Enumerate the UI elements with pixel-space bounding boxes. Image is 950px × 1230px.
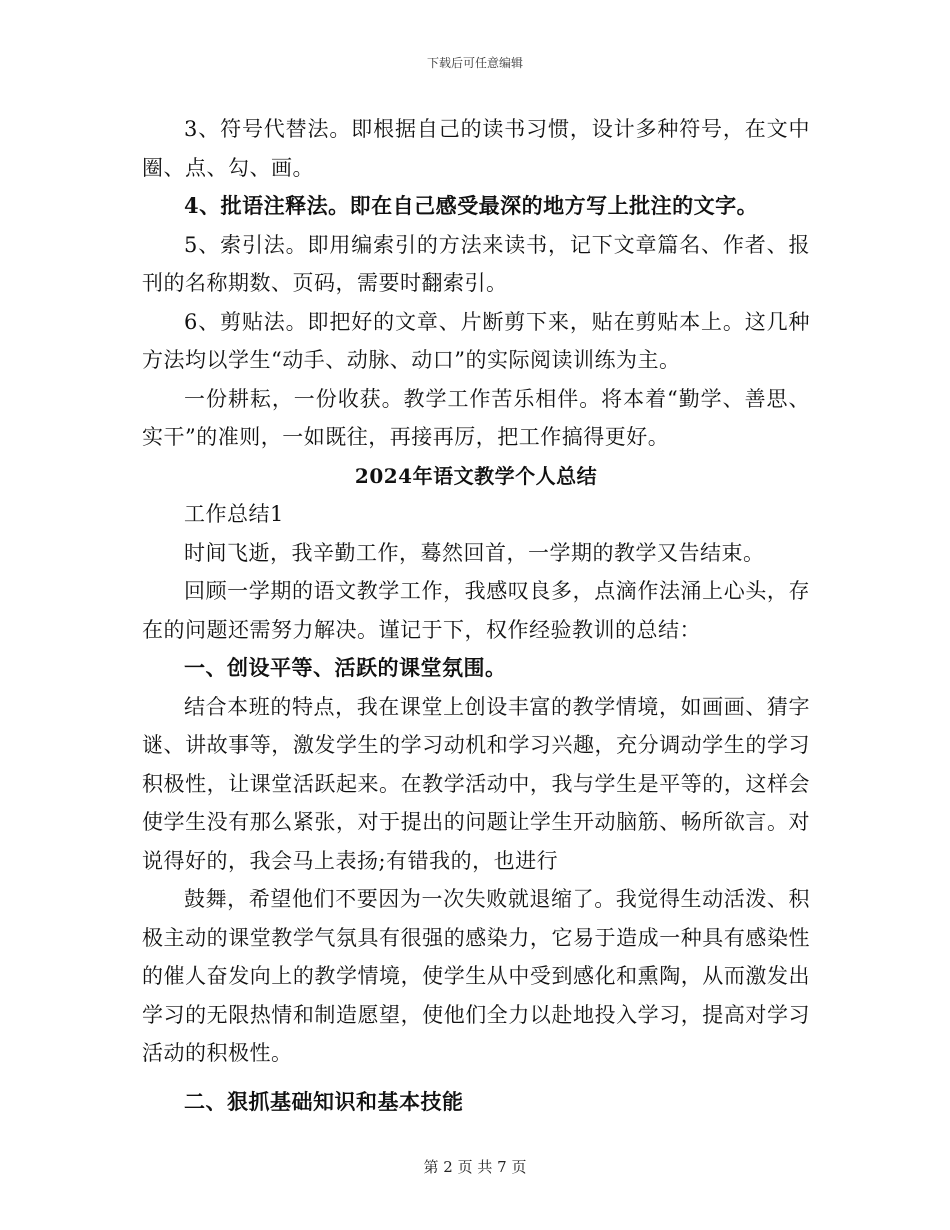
paragraph-intro: 时间飞逝，我辛勤工作，蓦然回首，一学期的教学又告结束。 [184, 540, 765, 565]
work-summary-label: 工作总结1 [184, 502, 284, 526]
paragraph-encouragement: 鼓舞，希望他们不要因为一次失败就退缩了。我觉得生动活泼、积极主动的课堂教学气氛具有很强的感染力，它易于造成一种具有感染性的催人奋发向上的教学情境，使学生从中受到感化和熏陶，从而激发出学习的无限热情和制造愿望，使他们全力以赴地投入学习，提高对学习活动的积极性。 [142, 887, 810, 1065]
paragraph-conclusion: 一份耕耘，一份收获。教学工作苦乐相伴。将本着“勤学、善思、实干”的准则，一如既往，再接再厉，把工作搞得更好。 [142, 386, 810, 449]
paragraph-annotation-method: 4、批语注释法。即在自己感受最深的地方写上批注的文字。 [184, 193, 759, 218]
section-heading-2: 二、狠抓基础知识和基本技能 [184, 1088, 464, 1114]
paragraph-clipping-method: 6、剪贴法。即把好的文章、片断剪下来，贴在剪贴本上。这几种方法均以学生“动手、动脉、动口”的实际阅读训练为主。 [142, 309, 810, 372]
document-title: 2024年语文教学个人总结 [354, 463, 598, 488]
page-header: 下载后可任意编辑 [426, 56, 523, 70]
paragraph-classroom: 结合本班的特点，我在课堂上创设丰富的教学情境，如画画、猜字谜、讲故事等，激发学生的学习动机和学习兴趣，充分调动学生的学习积极性，让课堂活跃起来。在教学活动中，我与学生是平等的，这样会使学生没有那么紧张，对于提出的问题让学生开动脑筋、畅所欲言。对说得好的，我会马上表扬;有错我的，也进行 [142, 694, 810, 873]
paragraph-index-method: 5、索引法。即用编索引的方法来读书，记下文章篇名、作者、报刊的名称期数、页码，需要时翻索引。 [142, 232, 810, 295]
page-footer: 第 2 页 共 7 页 [423, 1158, 527, 1176]
document-body [142, 110, 810, 1121]
paragraph-review: 回顾一学期的语文教学工作，我感叹良多，点滴作法涌上心头，存在的问题还需努力解决。谨记于下，权作经验教训的总结： [142, 579, 810, 642]
paragraph-symbol-method: 3、符号代替法。即根据自己的读书习惯，设计多种符号，在文中圈、点、勾、画。 [142, 117, 810, 180]
section-heading-1: 一、创设平等、活跃的课堂氛围。 [184, 655, 507, 680]
